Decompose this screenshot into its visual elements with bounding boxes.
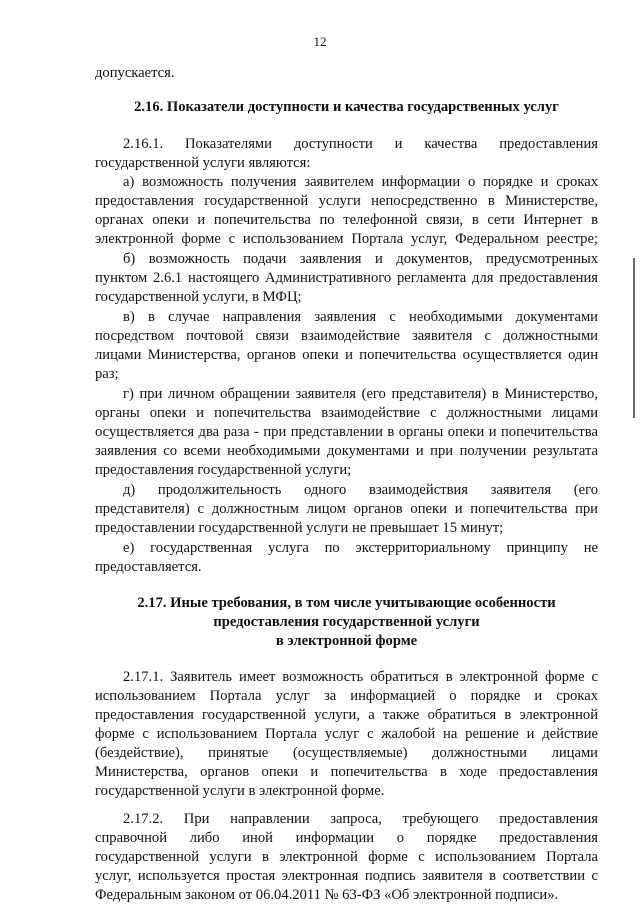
body-line: лицами Министерства, органов опеки и попечительства осуществляется один: [95, 346, 598, 363]
body-line: органах опеки и попечительства по телефонной связи, в сети Интернет в: [95, 212, 598, 229]
body-line: осуществляется два раза - при представлении в органы опеки и попечительства: [95, 423, 598, 440]
body-line: государственной услуги, в МФЦ;: [95, 289, 302, 305]
body-line: б) возможность подачи заявления и документов, предусмотренных: [123, 251, 598, 268]
section-heading-2-17: 2.17. Иные требования, в том числе учитывающие особенности: [137, 594, 556, 611]
body-line: Министерства, органов опеки и попечительства в ходе предоставления: [95, 763, 598, 780]
body-line: предоставляется.: [95, 558, 202, 575]
body-line: посредством почтовой связи взаимодействие заявителя с должностными: [95, 327, 598, 344]
body-line: форме с использованием Портала услуг с жалобой на решение и действие: [95, 725, 598, 742]
body-line: пунктом 2.6.1 настоящего Административного регламента для предоставления: [95, 270, 598, 287]
body-line: предоставления государственной услуги непосредственно в Министерстве,: [95, 193, 598, 210]
body-line: предоставлении государственной услуги не превышает 15 минут;: [95, 519, 504, 536]
body-line: 2.17.1. Заявитель имеет возможность обратиться в электронной форме с: [123, 668, 598, 685]
body-line: электронной форме с использованием Портала услуг, Федеральном реестре;: [95, 231, 598, 248]
body-line: е) государственная услуга по экстерриториальному принципу не: [123, 539, 598, 556]
body-line: д) продолжительность одного взаимодействия заявителя (его: [123, 481, 598, 498]
body-line: в) в случае направления заявления с необходимыми документами: [123, 308, 598, 325]
body-line: заявления со всеми необходимыми документами и при получении результата: [95, 442, 598, 459]
body-line: государственной услуги являются:: [95, 155, 311, 172]
section-heading-2-17: в электронной форме: [275, 632, 418, 649]
body-line: Федеральным законом от 06.04.2011 № 63-ФЗ «Об электронной подписи».: [95, 887, 559, 903]
body-line: раз;: [95, 365, 119, 382]
body-line: использованием Портала услуг за информацией о порядке и сроках: [95, 687, 598, 704]
body-line: 2.17.2. При направлении запроса, требующего предоставления: [123, 811, 598, 828]
body-line: справочной либо иной информации о порядке предоставления: [95, 830, 598, 847]
body-line: услуг, используется простая электронная подпись заявителя в соответствии с: [95, 868, 598, 885]
body-line: предоставления государственной услуги, а также обратиться в электронной: [95, 706, 598, 723]
body-line: предоставления государственной услуги;: [95, 461, 352, 478]
body-line: государственной услуги в электронной форме с использованием Портала: [95, 849, 598, 866]
body-line: представителя) с должностным лицом органов опеки и попечительства при: [95, 500, 598, 517]
scan-edge-mark: [633, 258, 635, 418]
body-line: 2.16.1. Показателями доступности и качества предоставления: [123, 136, 598, 153]
body-line: допускается.: [95, 65, 175, 81]
body-line: органы опеки и попечительства взаимодействие с должностными лицами: [95, 404, 598, 421]
page-number: 12: [313, 34, 327, 49]
body-line: государственной услуги в электронной форме.: [95, 782, 385, 799]
body-line: а) возможность получения заявителем информации о порядке и сроках: [123, 174, 598, 191]
section-heading-2-17: предоставления государственной услуги: [213, 613, 480, 630]
section-heading-2-16: 2.16. Показатели доступности и качества государственных услуг: [134, 99, 559, 116]
body-line: г) при личном обращении заявителя (его представителя) в Министерство,: [123, 385, 598, 402]
body-line: (бездействие), принятые (осуществляемые) должностными лицами: [95, 744, 598, 761]
